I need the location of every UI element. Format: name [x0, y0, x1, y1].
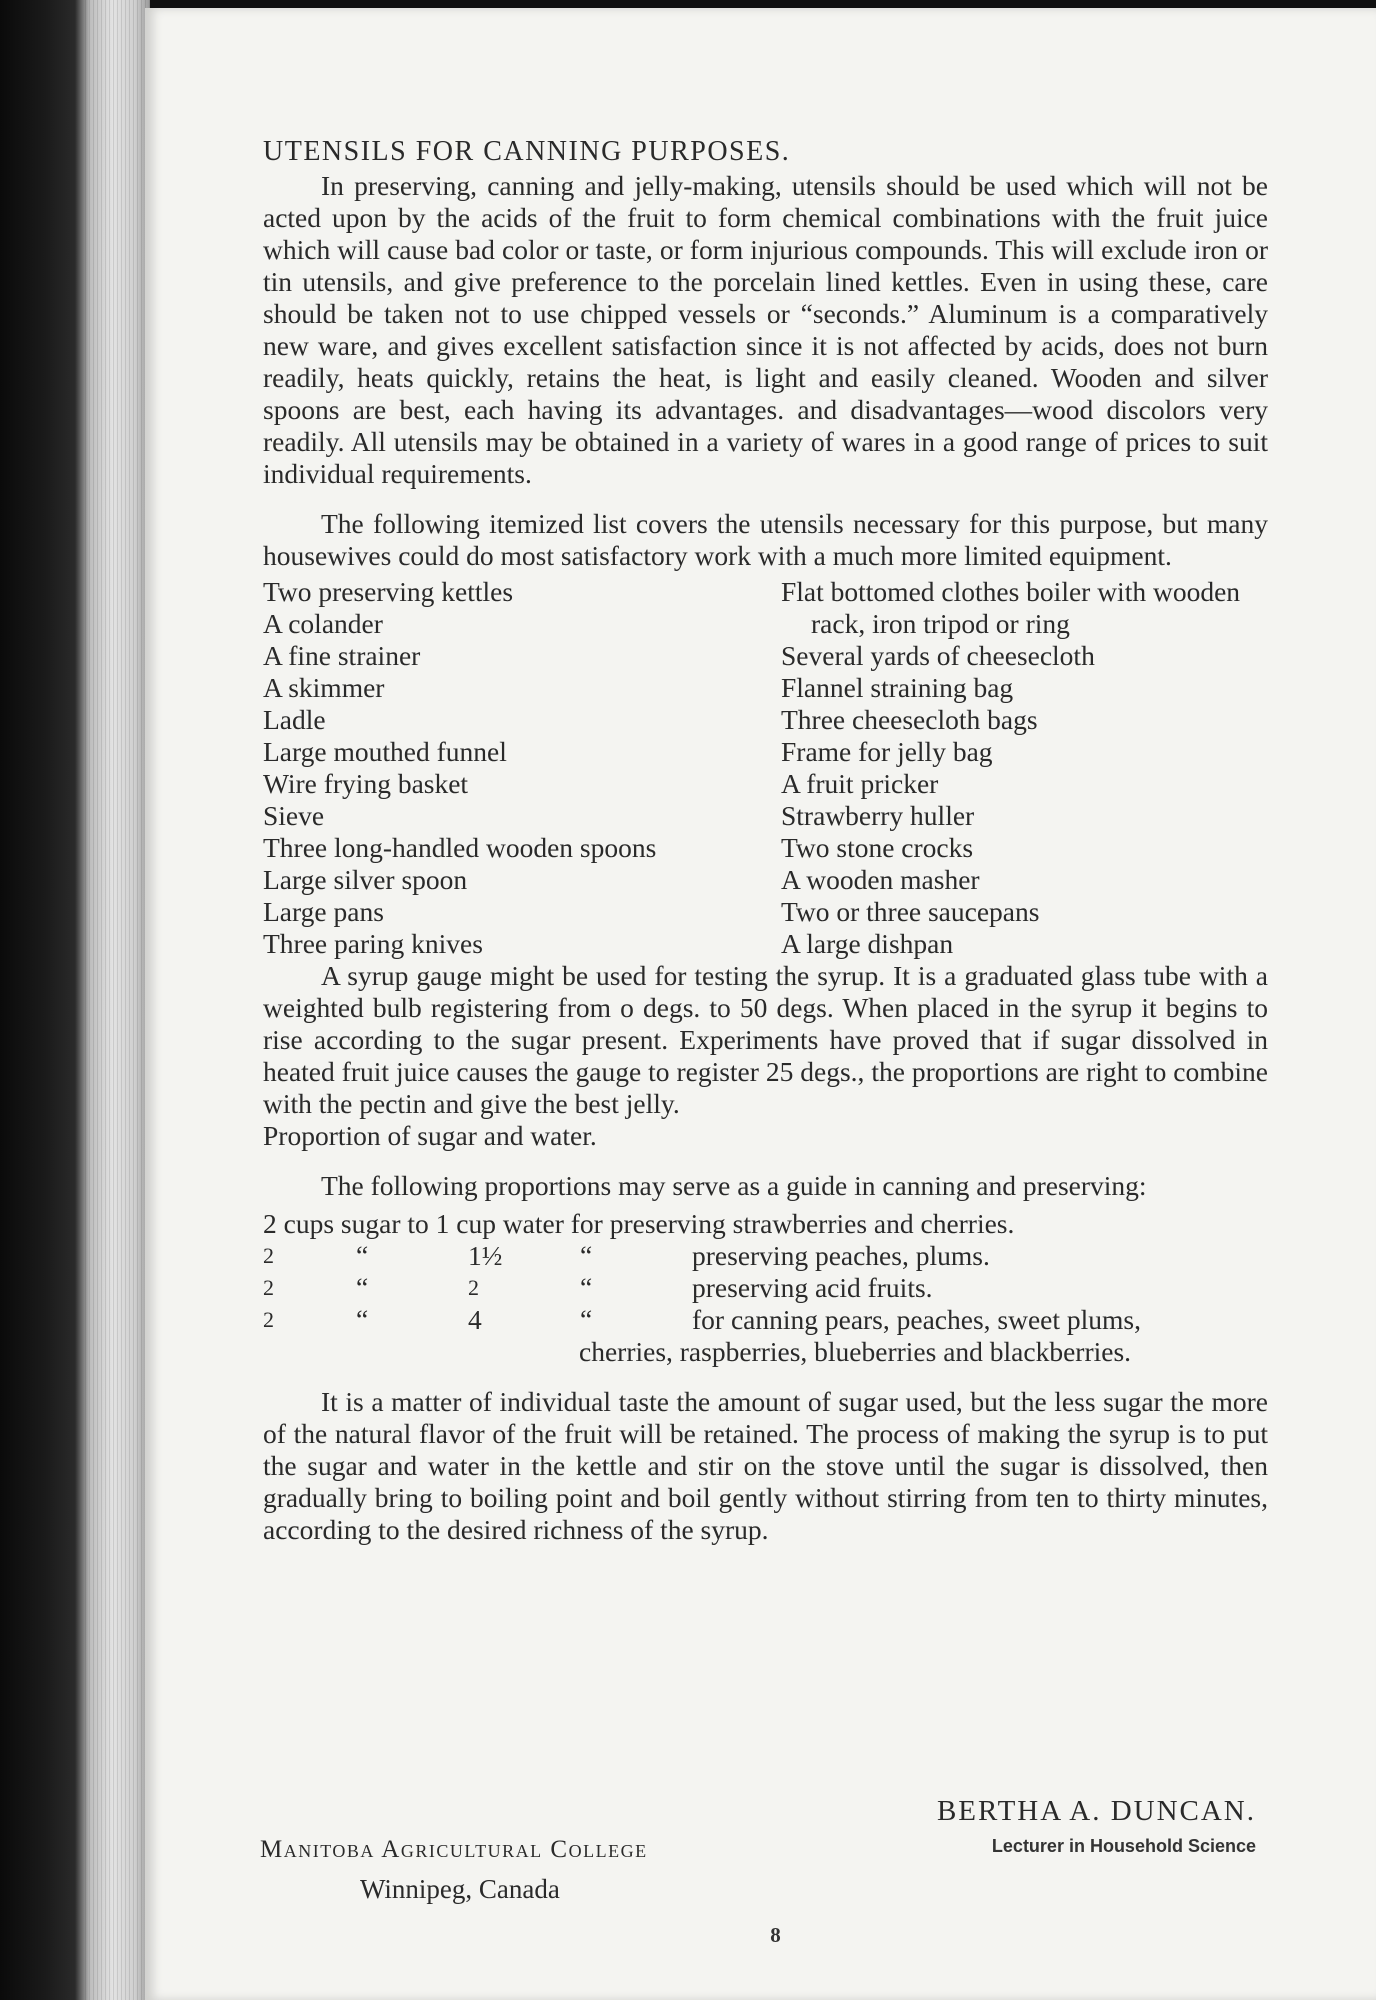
list-item: Frame for jelly bag [781, 736, 993, 767]
paragraph-sugar-amount: It is a matter of individual taste the amount of sugar used, but the less sugar the more of the natural flavor of the fruit will be retained. The process of making the syrup is to put the sugar and water in the kettle and stir on the stove until the sugar is dissolved, then gradually bring to boiling point and boil gently without stirring from ten to thirty minutes, according to the desired richness of the syrup. [263, 1386, 1268, 1545]
page-number: 8 [770, 1923, 781, 1947]
list-item: Large silver spoon [263, 864, 468, 895]
paragraph-syrup-gauge: A syrup gauge might be used for testing the syrup. It is a graduated glass tube with a weighted bulb registering from o degs. to 50 degs. When placed in the syrup it begins to rise according to the sugar present. Experiments have proved that if sugar dissolved in heated fruit juice causes the gauge to register 25 degs., the proportions are right to combine with the pectin and give the best jelly. [263, 960, 1268, 1119]
utensil-list-left [263, 576, 781, 960]
proportion-row [263, 1272, 1268, 1304]
ditto-mark: “ [580, 1272, 593, 1303]
ditto-mark: “ [580, 1240, 593, 1271]
list-item: Three paring knives [263, 928, 483, 959]
list-item: Several yards of cheesecloth [781, 640, 1095, 671]
proportion-use: preserving acid fruits. [692, 1272, 933, 1303]
proportion-row-text: 2 cups sugar to 1 cup water for preserving strawberries and cherries. [263, 1208, 1015, 1239]
proportion-row-continuation: cherries, raspberries, blueberries and blackberries. [579, 1336, 1132, 1367]
signature-block [937, 1795, 1256, 1857]
list-item: Sieve [263, 800, 325, 831]
list-item: Two stone crocks [781, 832, 974, 863]
sugar-cups: 2 [263, 1307, 274, 1332]
list-item: Two preserving kettles [263, 576, 514, 607]
water-cups: 1½ [468, 1240, 503, 1271]
utensil-lists [263, 576, 1268, 960]
list-item: Large pans [263, 896, 384, 927]
proportion-row [263, 1208, 1268, 1240]
list-item: A skimmer [263, 672, 385, 703]
list-item: Flat bottomed clothes boiler with wooden rack, iron tripod or ring [781, 576, 1241, 639]
author-title: Lecturer in Household Science [991, 1836, 1256, 1856]
list-item: A fruit pricker [781, 768, 939, 799]
sugar-cups: 2 [263, 1275, 274, 1300]
book-page-edges [0, 0, 150, 2000]
ditto-mark: “ [356, 1304, 369, 1335]
proportion-row [263, 1304, 1268, 1336]
list-item: Two or three saucepans [781, 896, 1040, 927]
author-name: BERTHA A. DUNCAN. [936, 1795, 1256, 1827]
paragraph-itemized-list-intro: The following itemized list covers the utensils necessary for this purpose, but many housewives could do most satisfactory work with a much more limited equipment. [263, 508, 1268, 571]
list-item: Wire frying basket [263, 768, 469, 799]
proportion-use: for canning pears, peaches, sweet plums, [692, 1304, 1142, 1335]
paragraph-utensils-intro: In preserving, canning and jelly-making, utensils should be used which will not be acted upon by the acids of the fruit to form chemical combinations with the fruit juice which will cause bad color or taste, or form injurious compounds. This will exclude iron or tin utensils, and give preference to the porcelain lined kettles. Even in using these, care should be taken not to use chipped vessels or “seconds.” Aluminum is a comparatively new ware, and gives excellent satisfaction since it is not affected by acids, does not burn readily, heats quickly, retains the heat, is light and easily cleaned. Wooden and silver spoons are best, each having its advantages. and disadvantages—wood discolors very readily. All utensils may be obtained in a variety of wares in a good range of prices to suit individual requirements. [263, 170, 1268, 489]
utensil-list-right [781, 576, 1268, 960]
list-item: A fine strainer [263, 640, 421, 671]
proportions-table [263, 1208, 1268, 1368]
list-item: Three long-handled wooden spoons [263, 832, 657, 863]
paragraph-proportions-intro: The following proportions may serve as a guide in canning and preserving: [321, 1170, 1147, 1201]
proportion-label: Proportion of sugar and water. [263, 1120, 597, 1151]
list-item: A wooden masher [781, 864, 980, 895]
college-city: Winnipeg, Canada [360, 1874, 560, 1904]
college-block [260, 1836, 648, 1905]
ditto-mark: “ [356, 1272, 369, 1303]
list-item: A colander [263, 608, 383, 639]
list-item: Strawberry huller [781, 800, 975, 831]
section-heading: UTENSILS FOR CANNING PURPOSES. [263, 136, 791, 167]
page-content [263, 136, 1268, 1546]
list-item: Ladle [263, 704, 326, 735]
college-name: Manitoba Agricultural College [260, 1836, 648, 1863]
list-item: A large dishpan [781, 928, 954, 959]
list-item: Flannel straining bag [781, 672, 1014, 703]
ditto-mark: “ [356, 1240, 369, 1271]
list-item: Three cheesecloth bags [781, 704, 1038, 735]
water-cups: 4 [468, 1304, 482, 1335]
book-page [145, 8, 1376, 2000]
proportion-use: preserving peaches, plums. [692, 1240, 990, 1271]
list-item: Large mouthed funnel [263, 736, 507, 767]
proportion-row [263, 1240, 1268, 1272]
sugar-cups: 2 [263, 1243, 274, 1268]
water-cups: 2 [468, 1275, 479, 1300]
ditto-mark: “ [580, 1304, 593, 1335]
